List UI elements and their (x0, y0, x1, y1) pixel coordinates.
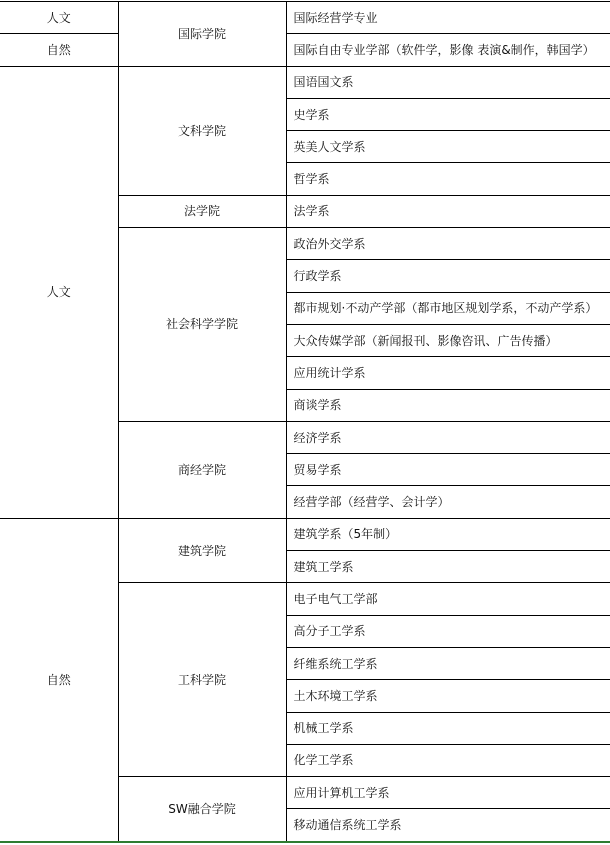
table-row (0, 34, 610, 66)
college-cell: 商经学院 (118, 421, 286, 518)
college-cell: 社会科学学院 (118, 228, 286, 422)
department-cell: 都市规划·不动产学部（都市地区规划学系，不动产学系） (286, 292, 610, 324)
department-cell: 高分子工学系 (286, 615, 610, 647)
department-cell: 国际自由专业学部（软件学，影像 表演&制作，韩国学） (286, 34, 610, 66)
department-cell: 应用统计学系 (286, 357, 610, 389)
department-cell: 移动通信系统工学系 (286, 809, 610, 841)
department-cell: 政治外交学系 (286, 228, 610, 260)
college-cell: SW融合学院 (118, 777, 286, 842)
category-cell: 人文 (0, 2, 118, 34)
table-row (0, 2, 610, 34)
department-cell: 商谈学系 (286, 389, 610, 421)
department-cell: 经营学部（经营学、会计学） (286, 486, 610, 518)
department-cell: 应用计算机工学系 (286, 777, 610, 809)
department-cell: 国语国文系 (286, 66, 610, 98)
table-row (0, 518, 610, 550)
college-cell: 国际学院 (118, 2, 286, 67)
bottom-rule (0, 841, 610, 843)
department-cell: 电子电气工学部 (286, 583, 610, 615)
department-cell: 哲学系 (286, 163, 610, 195)
department-cell: 土木环境工学系 (286, 680, 610, 712)
school-department-table (0, 1, 610, 842)
department-cell: 国际经营学专业 (286, 2, 610, 34)
department-cell: 机械工学系 (286, 712, 610, 744)
department-cell: 建筑工学系 (286, 551, 610, 583)
department-cell: 大众传媒学部（新闻报刊、影像咨讯、广告传播） (286, 324, 610, 356)
college-cell: 工科学院 (118, 583, 286, 777)
table-row (0, 66, 610, 98)
category-cell: 自然 (0, 34, 118, 66)
department-cell: 建筑学系（5年制） (286, 518, 610, 550)
department-cell: 法学系 (286, 195, 610, 227)
category-cell: 自然 (0, 518, 118, 841)
department-cell: 行政学系 (286, 260, 610, 292)
college-cell: 建筑学院 (118, 518, 286, 583)
college-cell: 法学院 (118, 195, 286, 227)
department-cell: 史学系 (286, 98, 610, 130)
department-cell: 经济学系 (286, 421, 610, 453)
department-cell: 纤维系统工学系 (286, 647, 610, 679)
college-cell: 文科学院 (118, 66, 286, 195)
department-cell: 英美人文学系 (286, 131, 610, 163)
category-cell: 人文 (0, 66, 118, 518)
department-cell: 贸易学系 (286, 454, 610, 486)
department-cell: 化学工学系 (286, 744, 610, 776)
